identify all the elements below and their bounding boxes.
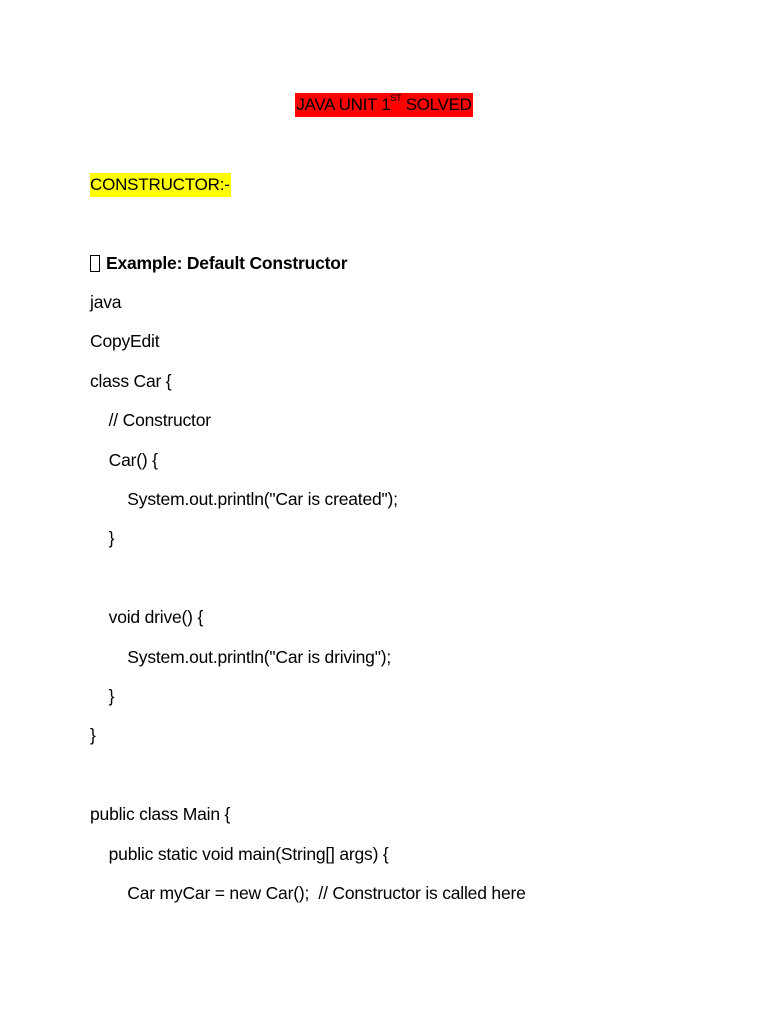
code-line: Car() { — [90, 449, 158, 470]
title-superscript: ST — [390, 93, 402, 104]
code-line: void drive() { — [90, 607, 204, 628]
code-line: Car myCar = new Car(); // Constructor is called here — [90, 883, 526, 903]
example-heading: Example: Default Constructor — [106, 253, 348, 273]
example-heading-row — [90, 251, 347, 275]
missing-glyph-icon — [90, 255, 100, 272]
code-line: System.out.println("Car is created"); — [90, 489, 398, 509]
section-heading-container — [90, 173, 231, 197]
code-line: } — [90, 686, 115, 706]
code-line: } — [90, 528, 115, 549]
code-line: class Car { — [90, 370, 172, 391]
code-line: CopyEdit — [90, 331, 160, 352]
code-line: System.out.println("Car is driving"); — [90, 646, 392, 667]
code-line: public static void main(String[] args) { — [90, 843, 389, 864]
code-line: } — [90, 725, 96, 746]
document-title — [295, 93, 472, 117]
title-suffix: SOLVED — [401, 95, 472, 114]
code-line: // Constructor — [90, 410, 211, 431]
section-heading: CONSTRUCTOR:- — [90, 173, 231, 197]
code-line: java — [90, 292, 122, 312]
title-container — [0, 93, 768, 117]
code-line: public class Main { — [90, 804, 231, 825]
title-prefix: JAVA UNIT 1 — [296, 95, 391, 114]
